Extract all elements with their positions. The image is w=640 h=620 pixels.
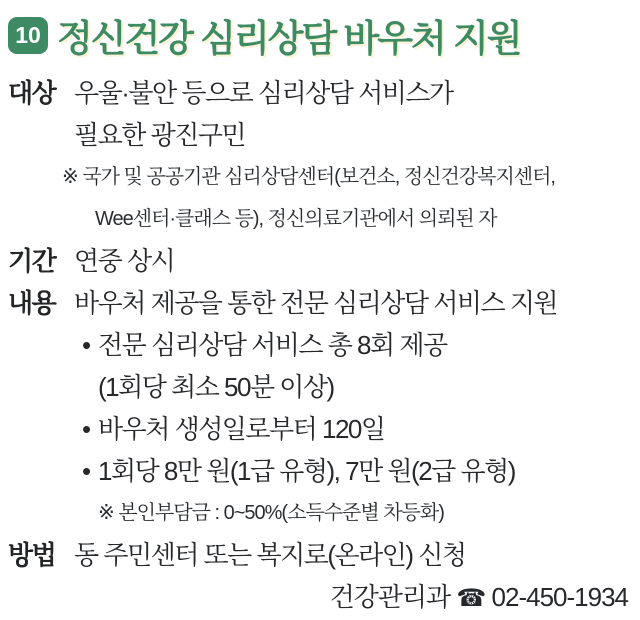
bullet-marker: • bbox=[82, 414, 90, 444]
section-target bbox=[8, 72, 632, 240]
section-label-details: 내용 bbox=[8, 288, 56, 318]
section-method-content bbox=[74, 534, 465, 576]
section-target-content bbox=[62, 72, 555, 240]
body-line: 우울·불안 등으로 심리상담 서비스가 bbox=[74, 78, 453, 108]
phone-icon: ☎ bbox=[456, 585, 486, 612]
bullet-continuation bbox=[74, 366, 557, 408]
department-name: 건강관리과 bbox=[329, 582, 451, 612]
bullet-text: 전문 심리상담 서비스 총 8회 제공 bbox=[98, 330, 447, 360]
bullet-marker: • bbox=[82, 456, 90, 486]
section-label-method: 방법 bbox=[8, 540, 56, 570]
section-method bbox=[8, 534, 632, 576]
phone-number: 02-450-1934 bbox=[491, 582, 628, 612]
bullet-item bbox=[74, 450, 557, 492]
section-number-badge: 10 bbox=[8, 17, 48, 54]
section-period bbox=[8, 240, 632, 282]
footer-contact bbox=[8, 576, 632, 620]
bullet-marker: • bbox=[82, 330, 90, 360]
bullet-item bbox=[74, 324, 557, 366]
body-line: 연중 상시 bbox=[74, 246, 175, 276]
section-period-content bbox=[74, 240, 174, 282]
body-line: 동 주민센터 또는 복지로(온라인) 신청 bbox=[74, 540, 466, 570]
section-details-content bbox=[74, 282, 557, 534]
page-header bbox=[8, 8, 632, 62]
page-title: 정신건강 심리상담 바우처 지원 bbox=[57, 18, 521, 59]
bullet-item bbox=[74, 408, 557, 450]
body-line: 필요한 광진구민 bbox=[74, 120, 246, 150]
body-line: 바우처 제공을 통한 전문 심리상담 서비스 지원 bbox=[74, 288, 558, 318]
bullet-text: 1회당 8만 원(1급 유형), 7만 원(2급 유형) bbox=[98, 456, 515, 486]
bullet-text: (1회당 최소 50분 이상) bbox=[98, 372, 334, 402]
note-line: ※ 국가 및 공공기관 심리상담센터(보건소, 정신건강복지센터, bbox=[62, 166, 555, 188]
bullet-text: 바우처 생성일로부터 120일 bbox=[98, 414, 385, 444]
note-line: Wee센터·클래스 등), 정신의료기관에서 의뢰된 자 bbox=[95, 208, 497, 230]
section-label-target: 대상 bbox=[8, 78, 56, 108]
section-details bbox=[8, 282, 632, 534]
section-label-period: 기간 bbox=[8, 246, 56, 276]
copay-footnote: ※ 본인부담금 : 0~50%(소득수준별 차등화) bbox=[98, 502, 444, 524]
target-footnote bbox=[62, 156, 555, 240]
